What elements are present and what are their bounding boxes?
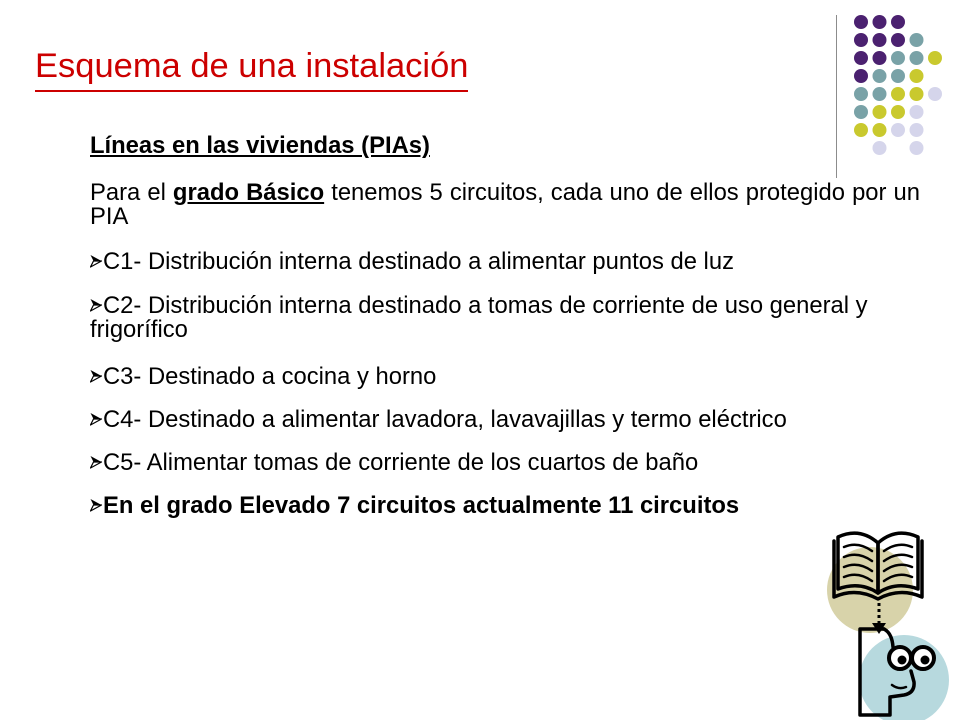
decor-dot [854,33,868,47]
bullet-item-c4 [90,408,920,432]
bullet-text: C3- Destinado a cocina y horno [103,363,437,390]
decor-dot [928,87,942,101]
decor-dot [873,51,887,65]
bullet-text: En el grado Elevado 7 circuitos actualmente 11 circuitos [103,492,740,519]
decor-dot [891,87,905,101]
bullet-text: C2- Distribución interna destinado a tomas de corriente de uso general y frigorífico [90,292,868,343]
arrow-bullet-icon [90,412,103,426]
decor-dot [854,87,868,101]
decor-dot [891,33,905,47]
reading-illustration [820,525,960,720]
bullet-item-c3 [90,365,920,389]
decor-dot [854,51,868,65]
bullet-item-c2 [90,294,920,342]
bullet-item-c5 [90,451,920,475]
bullet-text: C5- Alimentar tomas de corriente de los cuartos de baño [103,449,699,476]
decor-dot [854,105,868,119]
arrow-bullet-icon [90,298,103,312]
arrow-bullet-icon [90,498,103,512]
bullet-text: C4- Destinado a alimentar lavadora, lavavajillas y termo eléctrico [103,406,787,433]
bullet-text: C1- Distribución interna destinado a alimentar puntos de luz [103,248,734,275]
decor-dot [854,69,868,83]
decor-dot [891,51,905,65]
intro-text-before: Para el [90,179,173,206]
arrow-bullet-icon [90,254,103,268]
decor-dot [873,15,887,29]
decor-dot [873,69,887,83]
decor-dot [910,51,924,65]
decor-dot [891,15,905,29]
intro-emphasis: grado Básico [172,179,325,206]
decor-dot [910,69,924,83]
arrow-bullet-icon [90,455,103,469]
arrow-bullet-icon [90,369,103,383]
intro-text-after: tenemos 5 circuitos, cada uno de ellos protegido por un PIA [90,179,920,230]
decor-dot [873,105,887,119]
decor-dot [910,105,924,119]
decor-dot [873,33,887,47]
slide-title: Esquema de una instalación [35,46,468,92]
decor-dot [910,87,924,101]
decor-dot [891,105,905,119]
decor-dot [928,51,942,65]
decor-dot [873,87,887,101]
bullet-item-elevado [90,494,920,518]
decor-dot [854,15,868,29]
section-heading: Líneas en las viviendas (PIAs) [90,132,430,159]
bullet-item-c1 [90,250,920,274]
intro-paragraph [90,181,920,229]
decor-dot [910,33,924,47]
decor-dot [891,69,905,83]
